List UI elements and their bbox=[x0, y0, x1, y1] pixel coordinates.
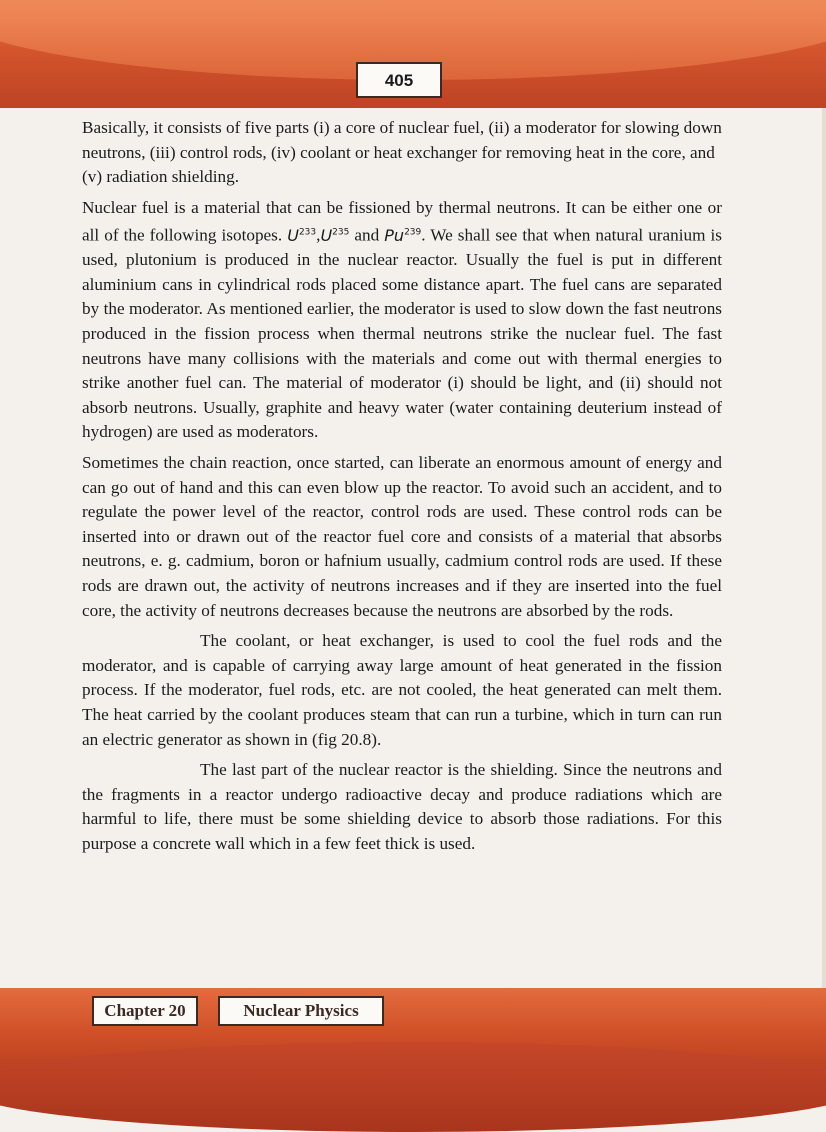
paragraph-overview: Basically, it consists of five parts (i) a core of nuclear fuel, (ii) a moderator for slowing down neutrons, (iii) control rods, (iv) coolant or heat exchanger for removing heat in the core, and (v) radiation shielding. bbox=[82, 118, 722, 187]
page-number: 405 bbox=[356, 62, 442, 98]
paragraph-control-rods: Sometimes the chain reaction, once started, can liberate an enormous amount of energy and can go out of hand and this can even blow up the reactor. To avoid such an accident, and to regulate the power level of the reactor, control rods are used. These control rods can be inserted into or drawn out of the reactor fuel core and consists of a material that absorbs neutrons, e. g. cadmium, boron or hafnium usually, cadmium control rods are used. If these rods are drawn out, the activity of neutrons increases and if they are inserted into the fuel core, the activity of neutrons decreases because the neutrons are absorbed by the rods. bbox=[82, 453, 722, 620]
footer-decoration bbox=[0, 1042, 826, 1132]
isotope-pu239: Pu$^{239}$ bbox=[384, 225, 422, 245]
paragraph-coolant: The coolant, or heat exchanger, is used to cool the fuel rods and the moderator, and is capable of carrying away large amount of heat generated in the fission process. If the moderator, fuel rods, etc. are not cooled, the heat generated can melt them. The heat carried by the coolant produces steam that can run a turbine, which in turn can run an electric generator as shown in (fig 20.8). bbox=[82, 631, 722, 749]
topic-label: Nuclear Physics bbox=[218, 996, 384, 1026]
paragraph-shielding: The last part of the nuclear reactor is the shielding. Since the neutrons and the fragments in a reactor undergo radioactive decay and produce radiations which are harmful to life, there must be some shielding device to absorb those radiations. For this purpose a concrete wall which in a few feet thick is used. bbox=[82, 760, 722, 853]
nuclear-fuel-text-end: . We shall see that when natural uranium is used, plutonium is produced in the nuclear reactor. Usually the fuel is put in different aluminium cans in cylindrical rods placed some distance apart. The fuel cans are separated by the moderator. As mentioned earlier, the moderator is used to slow down the fast neutrons produced in the fission process when thermal neutrons strike the nuclear fuel. The fast neutrons have many collisions with the materials and come out with thermal energies to strike another fuel can. The material of moderator (i) should be light, and (ii) should not absorb neutrons. Usually, graphite and heavy water (water containing deuterium instead of hydrogen) are used as moderators. bbox=[82, 225, 722, 442]
chapter-label: Chapter 20 bbox=[92, 996, 198, 1026]
page-body bbox=[82, 116, 722, 863]
paragraph-nuclear-fuel: Nuclear fuel is a material that can be fissioned by thermal neutrons. It can be either one or all of the following isotopes. $U^{233},U^{235}$ and Pu$^{239}$. We shall see that when natural uranium is used, plutonium is produced in the nuclear reactor. Usually the fuel is put in different aluminium cans in cylindrical rods placed some distance apart. The fuel cans are separated by the moderator. As mentioned earlier, the moderator is used to slow down the fast neutrons produced in the fission process when thermal neutrons strike the nuclear fuel. The fast neutrons have many collisions with the materials and come out with thermal energies to strike another fuel can. The material of moderator (i) should be light, and (ii) should not absorb neutrons. Usually, graphite and heavy water (water containing deuterium instead of hydrogen) are used as moderators. bbox=[82, 197, 722, 442]
page-edge bbox=[822, 108, 826, 988]
isotope-u235: $U^{235}$ bbox=[320, 225, 350, 245]
isotope-u233: $U^{233}$ bbox=[287, 225, 317, 245]
nuclear-fuel-text-start: Nuclear fuel is a material that can be fissioned by thermal neutrons. It can be either one or all of the following isotopes. bbox=[82, 197, 722, 245]
